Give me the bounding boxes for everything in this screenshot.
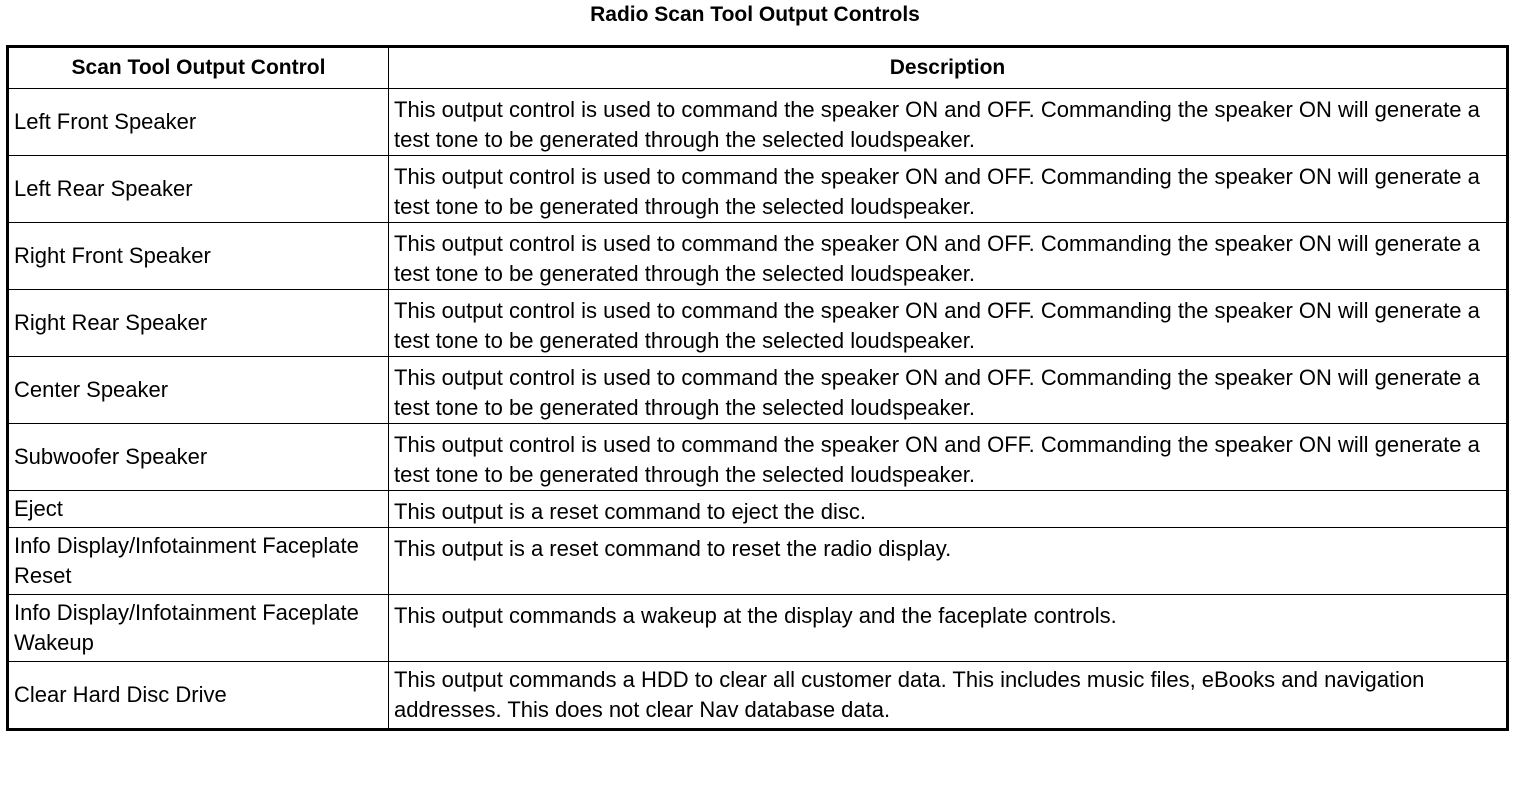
description-cell: This output is a reset command to eject the disc. [389, 491, 1508, 528]
description-cell: This output control is used to command the speaker ON and OFF. Commanding the speaker ON will generate a test tone to be generated through the selected loudspeaker. [389, 290, 1508, 357]
description-cell: This output commands a HDD to clear all customer data. This includes music files, eBooks and navigation addresses. This does not clear Nav database data. [389, 662, 1508, 730]
header-description: Description [389, 47, 1508, 89]
output-controls-table [6, 45, 1509, 731]
description-cell: This output control is used to command the speaker ON and OFF. Commanding the speaker ON will generate a test tone to be generated through the selected loudspeaker. [389, 223, 1508, 290]
control-cell: Right Rear Speaker [8, 290, 389, 357]
description-cell: This output control is used to command the speaker ON and OFF. Commanding the speaker ON will generate a test tone to be generated through the selected loudspeaker. [389, 156, 1508, 223]
control-cell: Info Display/Infotainment Faceplate Wakeup [8, 595, 389, 662]
table-row [8, 491, 1508, 528]
description-cell: This output control is used to command the speaker ON and OFF. Commanding the speaker ON will generate a test tone to be generated through the selected loudspeaker. [389, 357, 1508, 424]
table-row [8, 357, 1508, 424]
control-cell: Eject [8, 491, 389, 528]
control-cell: Clear Hard Disc Drive [8, 662, 389, 730]
control-cell: Subwoofer Speaker [8, 424, 389, 491]
table-row [8, 156, 1508, 223]
table-row [8, 223, 1508, 290]
description-cell: This output is a reset command to reset the radio display. [389, 528, 1508, 595]
table-row [8, 595, 1508, 662]
table-title: Radio Scan Tool Output Controls [590, 3, 920, 26]
header-scan-tool-output-control: Scan Tool Output Control [8, 47, 389, 89]
table-row [8, 290, 1508, 357]
table-row [8, 662, 1508, 730]
control-cell: Left Rear Speaker [8, 156, 389, 223]
description-cell: This output control is used to command the speaker ON and OFF. Commanding the speaker ON will generate a test tone to be generated through the selected loudspeaker. [389, 424, 1508, 491]
control-cell: Center Speaker [8, 357, 389, 424]
description-cell: This output control is used to command the speaker ON and OFF. Commanding the speaker ON will generate a test tone to be generated through the selected loudspeaker. [389, 89, 1508, 156]
control-cell: Left Front Speaker [8, 89, 389, 156]
table-row [8, 424, 1508, 491]
table-header-row [8, 47, 1508, 89]
control-cell: Right Front Speaker [8, 223, 389, 290]
table-row [8, 528, 1508, 595]
control-cell: Info Display/Infotainment Faceplate Reset [8, 528, 389, 595]
table-row [8, 89, 1508, 156]
description-cell: This output commands a wakeup at the display and the faceplate controls. [389, 595, 1508, 662]
